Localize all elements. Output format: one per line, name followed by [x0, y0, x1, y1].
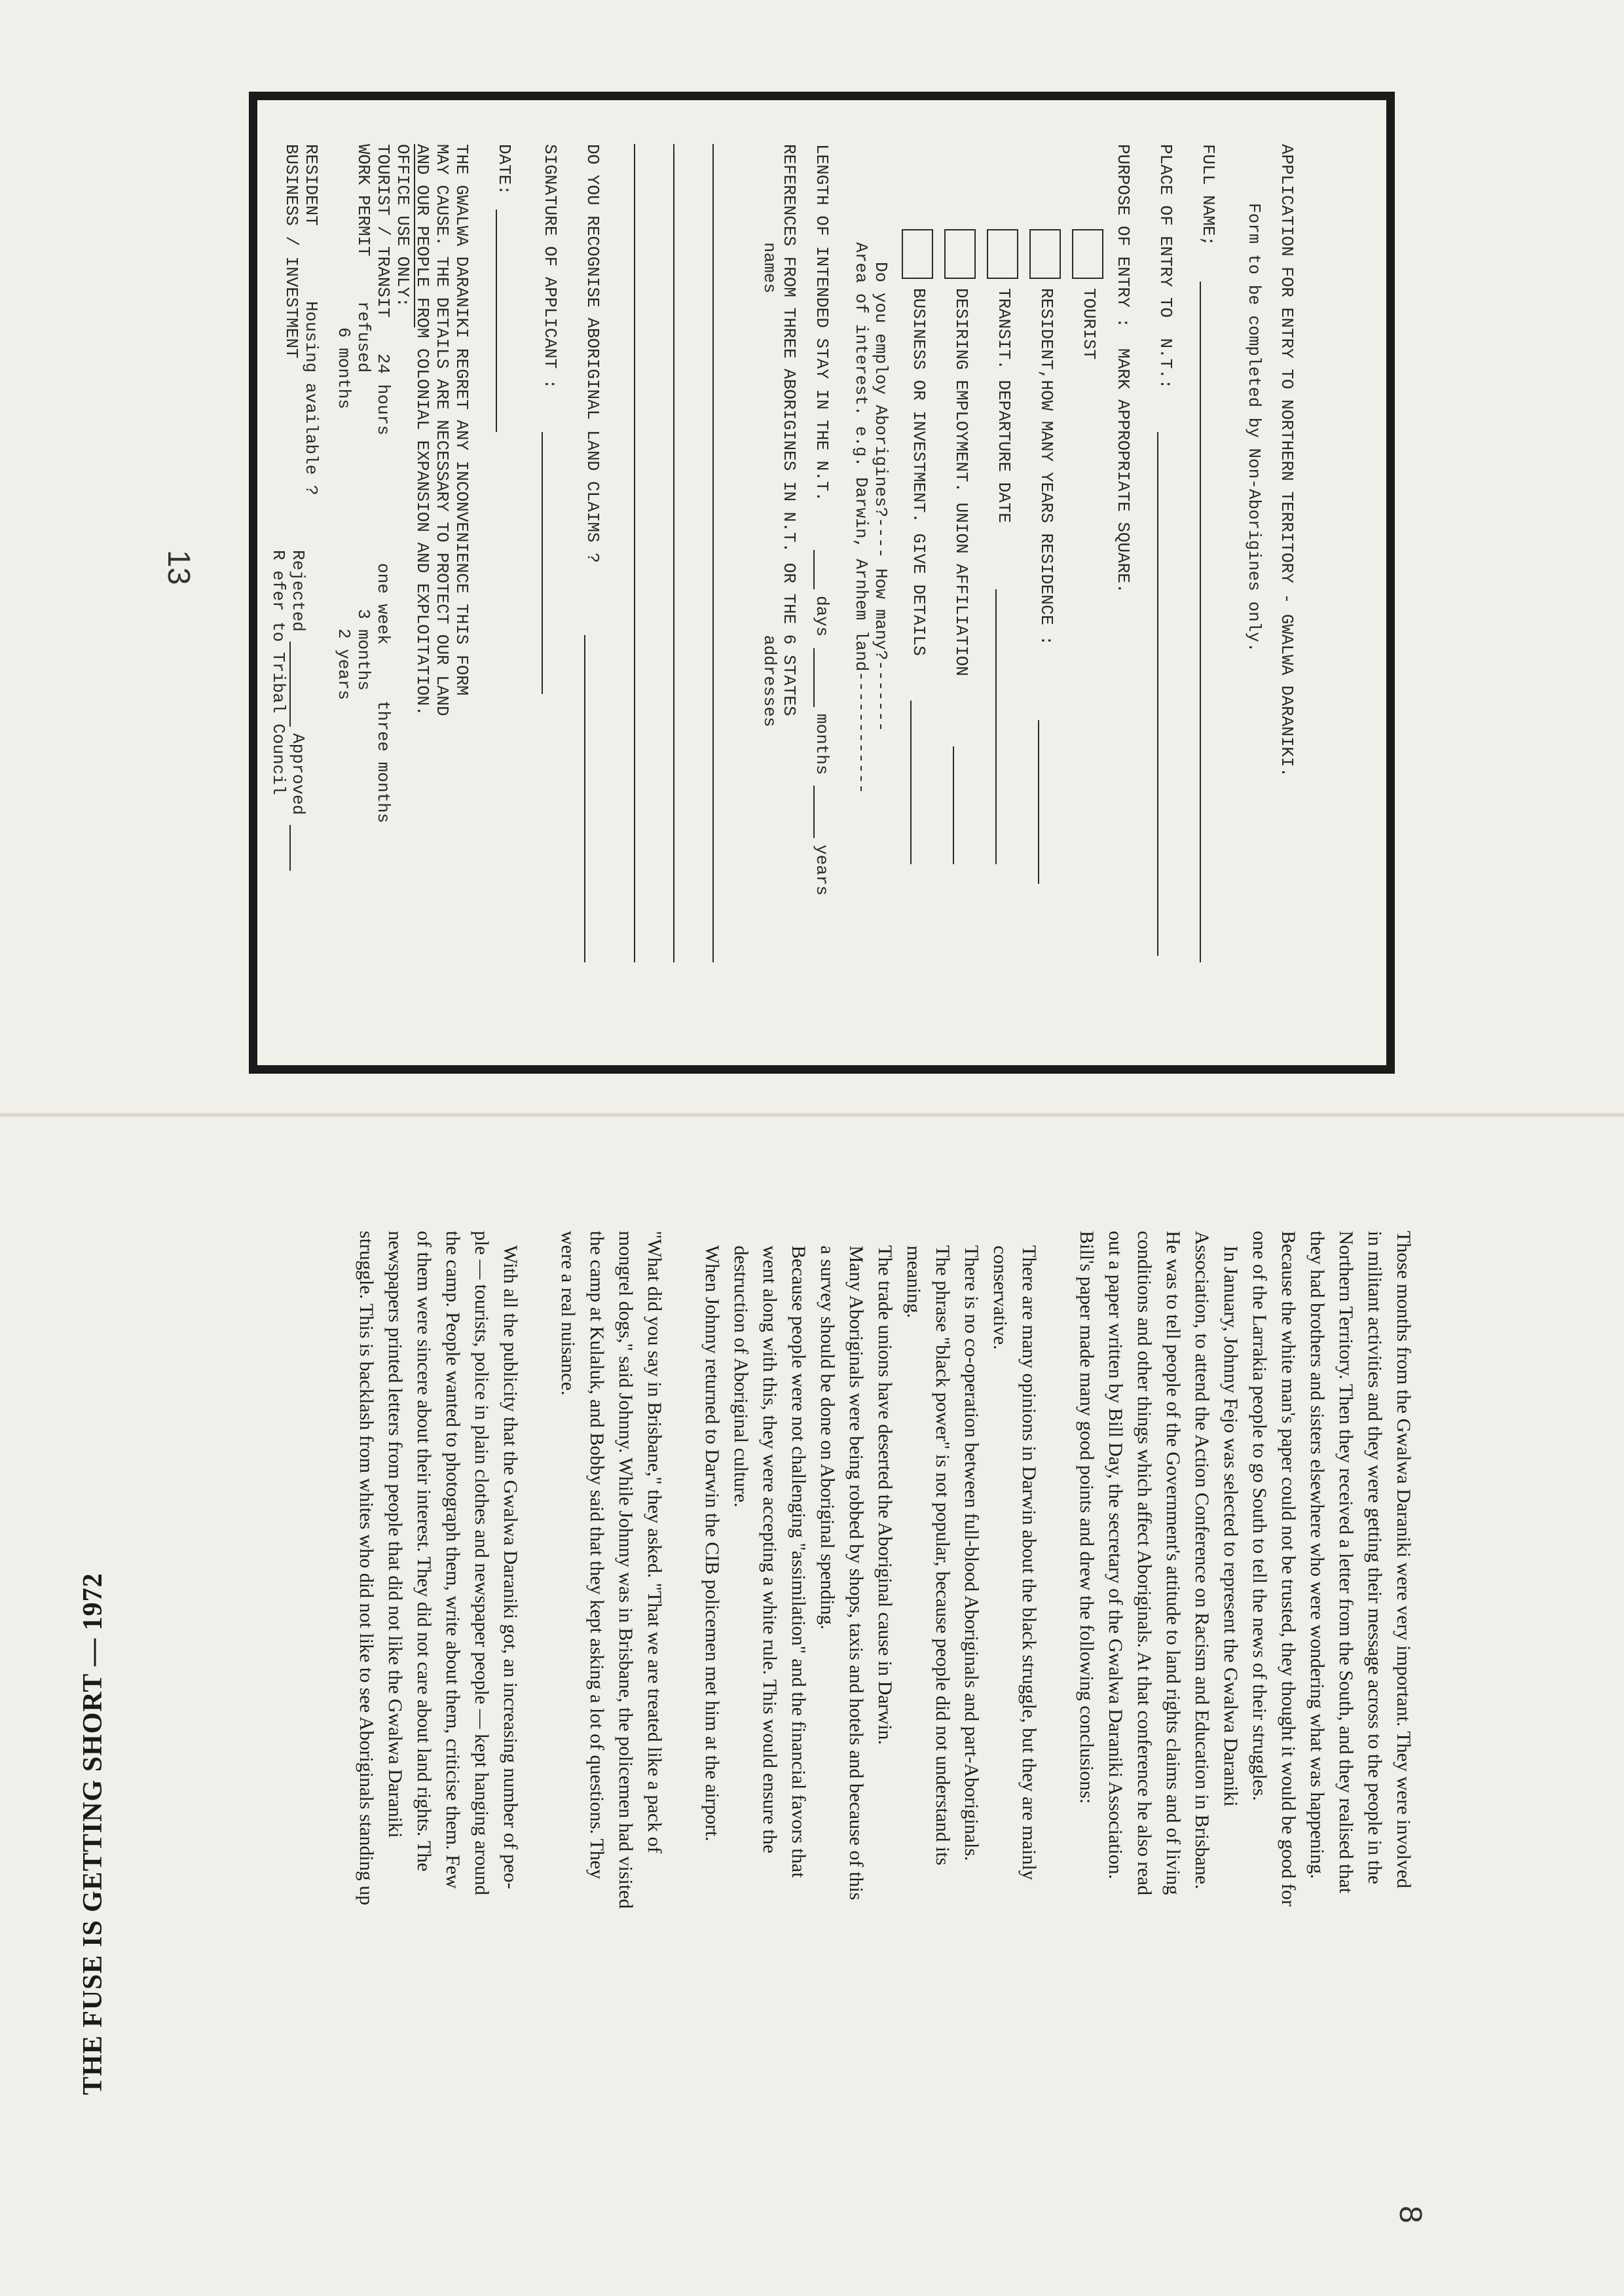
- business-checkbox[interactable]: [902, 229, 933, 279]
- option-one-week: one week: [373, 563, 393, 645]
- article-line: The trade unions have deserted the Aboriginal cause in Darwin.: [874, 1231, 896, 1745]
- article-line: conditions and other things which affect Aboriginals. At that conference he also read: [1134, 1231, 1155, 1895]
- article-line: In January, Johnny Fejo was selected to represent the Gwalwa Daraniki: [1220, 1231, 1242, 1807]
- article-line: the camp at Kulaluk, and Bobby said that they kept asking a lot of questions. They: [586, 1231, 608, 1880]
- union-affiliation-field[interactable]: [953, 746, 954, 864]
- employment-option: DESIRING EMPLOYMENT. UNION AFFILIATION: [951, 288, 971, 676]
- reference-line-1[interactable]: [712, 144, 714, 962]
- option-2-years: 2 years: [334, 629, 354, 701]
- form-subtitle: Form to be completed by Non-Aborigines only.: [1244, 203, 1264, 653]
- option-3-months: 3 months: [354, 609, 373, 691]
- rejected-field[interactable]: [289, 642, 291, 727]
- article-line: in militant activities and they were getting their message across to the people in the: [1364, 1231, 1386, 1885]
- article-line: Because people were not challenging "assimilation" and the financial favors that: [788, 1231, 809, 1878]
- option-three-months: three months: [373, 701, 393, 824]
- references-label: REFERENCES FROM THREE ABORIGINES IN N.T. OR THE 6 STATES: [779, 144, 799, 716]
- purpose-label: PURPOSE OF ENTRY : MARK APPROPRIATE SQUARE.: [1113, 144, 1133, 594]
- article-line: were a real nuisance.: [557, 1231, 579, 1396]
- length-of-stay-label: LENGTH OF INTENDED STAY IN THE N.T.: [812, 144, 832, 502]
- residence-years-field[interactable]: [1038, 720, 1039, 884]
- article-line: mongrel dogs," said Johnny. While Johnny was in Brisbane, the policemen had visited: [615, 1231, 637, 1909]
- option-approved: Approved: [288, 733, 308, 815]
- business-option: BUSINESS OR INVESTMENT. GIVE DETAILS: [909, 288, 929, 656]
- business-investment-label: BUSINESS / INVESTMENT: [282, 144, 301, 359]
- article-line: There is no co-operation between full-blood Aboriginals and part-Aboriginals.: [961, 1231, 982, 1861]
- page-number-13: 13: [161, 550, 196, 585]
- years-label: years: [812, 845, 832, 896]
- article-line: of them were sincere about their interest. They did not care about land rights. The: [413, 1231, 435, 1872]
- place-of-entry-field[interactable]: [1157, 432, 1158, 956]
- years-field[interactable]: [813, 786, 815, 838]
- regret-line-2: MAY CAUSE. THE DETAILS ARE NECESSARY TO PROTECT OUR LAND: [432, 144, 452, 716]
- article-line: out a paper written by Bill Day, the secretary of the Gwalwa Daraniki Association.: [1105, 1231, 1126, 1880]
- extensions-row: [1342, 805, 1375, 1146]
- article-line: With all the publicity that the Gwalwa Daraniki got, an increasing number of peo-: [500, 1231, 521, 1889]
- article-page: [98, 1231, 1441, 2265]
- date-field[interactable]: [496, 210, 497, 432]
- entry-form-page: [161, 92, 1395, 1074]
- days-label: days: [812, 596, 832, 637]
- resident-option: RESIDENT,HOW MANY YEARS RESIDENCE :: [1037, 288, 1056, 646]
- signature-label: SIGNATURE OF APPLICANT :: [540, 144, 560, 390]
- housing-available-question: Housing available ?: [301, 301, 321, 496]
- resident-checkbox[interactable]: [1029, 229, 1061, 279]
- employ-aborigines-question: Do you employ Aborigines?---- How many?-------: [871, 262, 891, 732]
- option-rejected: Rejected: [288, 550, 308, 632]
- land-claims-answer-field[interactable]: [584, 635, 585, 962]
- months-field[interactable]: [813, 648, 815, 707]
- option-refused: refused: [354, 301, 373, 373]
- article-line: one of the Larrakia people to go South to tell the news of their struggles.: [1249, 1231, 1270, 1801]
- refer-to-tribal-council: R efer to Tribal Council: [268, 550, 288, 795]
- work-permit-label: WORK PERMIT: [354, 144, 373, 257]
- article-line: Association, to attend the Action Conference on Racism and Education in Brisbane.: [1191, 1231, 1213, 1889]
- entry-form: [249, 92, 1395, 1074]
- article-line: There are many opinions in Darwin about the black struggle, but they are mainly: [1018, 1231, 1040, 1880]
- article-line: meaning.: [903, 1231, 925, 1319]
- reference-addresses-label: addresses: [760, 635, 779, 727]
- reference-line-2[interactable]: [673, 144, 674, 962]
- article-body: [98, 1231, 1441, 2265]
- option-24-hours: 24 hours: [373, 354, 393, 435]
- article-line: destruction of Aboriginal culture.: [730, 1231, 752, 1508]
- option-6-months: 6 months: [334, 327, 354, 409]
- departure-date-field[interactable]: [995, 589, 997, 864]
- reference-line-3[interactable]: [634, 144, 635, 962]
- area-of-interest-question: Area of interest. e.g. Darwin, Arnhem land------------: [851, 242, 871, 794]
- place-of-entry-label: PLACE OF ENTRY TO N.T.:: [1156, 144, 1175, 390]
- article-line: struggle. This is backlash from whites who did not like to see Aboriginals standing up: [356, 1231, 377, 1906]
- article-title: THE FUSE IS GETTING SHORT — 1972: [78, 1573, 108, 2095]
- full-name-field[interactable]: [1200, 282, 1201, 962]
- article-line: Many Aboriginals were being robbed by shops, taxis and hotels and because of this: [845, 1231, 867, 1901]
- office-use-label: OFFICE USE ONLY:: [393, 144, 413, 308]
- article-line: Because the white man's paper could not be trusted, they thought it would be good for: [1278, 1231, 1299, 1906]
- transit-option: TRANSIT. DEPARTURE DATE: [994, 288, 1014, 523]
- article-line: "What did you say in Brisbane," they asked. "That we are treated like a pack of: [644, 1231, 665, 1853]
- reference-names-label: names: [760, 242, 779, 294]
- signature-field[interactable]: [542, 432, 543, 694]
- date-label: DATE:: [494, 144, 514, 196]
- article-line: went along with this, they were accepting a white rule. This would ensure the: [759, 1231, 781, 1853]
- business-details-field[interactable]: [910, 701, 912, 864]
- months-label: months: [812, 714, 832, 775]
- article-line: ple — tourists, police in plain clothes and newspaper people — kept hanging around: [471, 1231, 492, 1895]
- tourist-checkbox[interactable]: [1072, 229, 1103, 279]
- page-number-8: 8: [1392, 2206, 1428, 2223]
- recognise-land-claims-label: DO YOU RECOGNISE ABORIGINAL LAND CLAIMS ?: [583, 144, 602, 563]
- tourist-option: TOURIST: [1079, 288, 1099, 360]
- article-line: they had brothers and sisters elsewhere who were wondering what was happening.: [1306, 1231, 1328, 1879]
- employment-checkbox[interactable]: [944, 229, 976, 279]
- resident-label: RESIDENT: [301, 144, 321, 226]
- article-line: a survey should be done on Aboriginal spending.: [817, 1231, 838, 1630]
- regret-line-1: THE GWALWA DARANIKI REGRET ANY INCONVENIENCE THIS FORM: [452, 144, 471, 696]
- article-line: Those months from the Gwalwa Daraniki were very important. They were involved: [1393, 1231, 1414, 1889]
- article-line: newspapers printed letters from people that did not like the Gwalwa Daraniki: [384, 1231, 406, 1838]
- form-title: APPLICATION FOR ENTRY TO NORTHERN TERRITORY - GWALWA DARANIKI.: [1277, 144, 1297, 778]
- article-line: When Johnny returned to Darwin the CIB policemen met him at the airport.: [701, 1231, 723, 1842]
- days-field[interactable]: [813, 550, 815, 589]
- full-name-label: FULL NAME;: [1198, 144, 1218, 247]
- article-line: He was to tell people of the Government's attitude to land rights claims and of living: [1162, 1231, 1184, 1895]
- article-line: the camp. People wanted to photograph them, write about them, criticise them. Few: [442, 1231, 464, 1889]
- article-line: The phrase "black power" is not popular, because people did not understand its: [932, 1231, 953, 1866]
- office-use-divider: [414, 144, 415, 327]
- page-fold: [0, 1113, 1624, 1117]
- regret-line-3: AND OUR PEOPLE FROM COLONIAL EXPANSION AND EXPLOITATION.: [413, 144, 432, 716]
- article-line: Bill's paper made many good points and drew the following conclusions:: [1076, 1231, 1098, 1804]
- transit-checkbox[interactable]: [987, 229, 1018, 279]
- approved-field[interactable]: [289, 825, 291, 871]
- tourist-transit-label: TOURIST / TRANSIT: [373, 144, 393, 318]
- article-line: conservative.: [989, 1231, 1011, 1350]
- article-line: Northern Territory. Then they received a letter from the South, and they realised that: [1335, 1231, 1357, 1893]
